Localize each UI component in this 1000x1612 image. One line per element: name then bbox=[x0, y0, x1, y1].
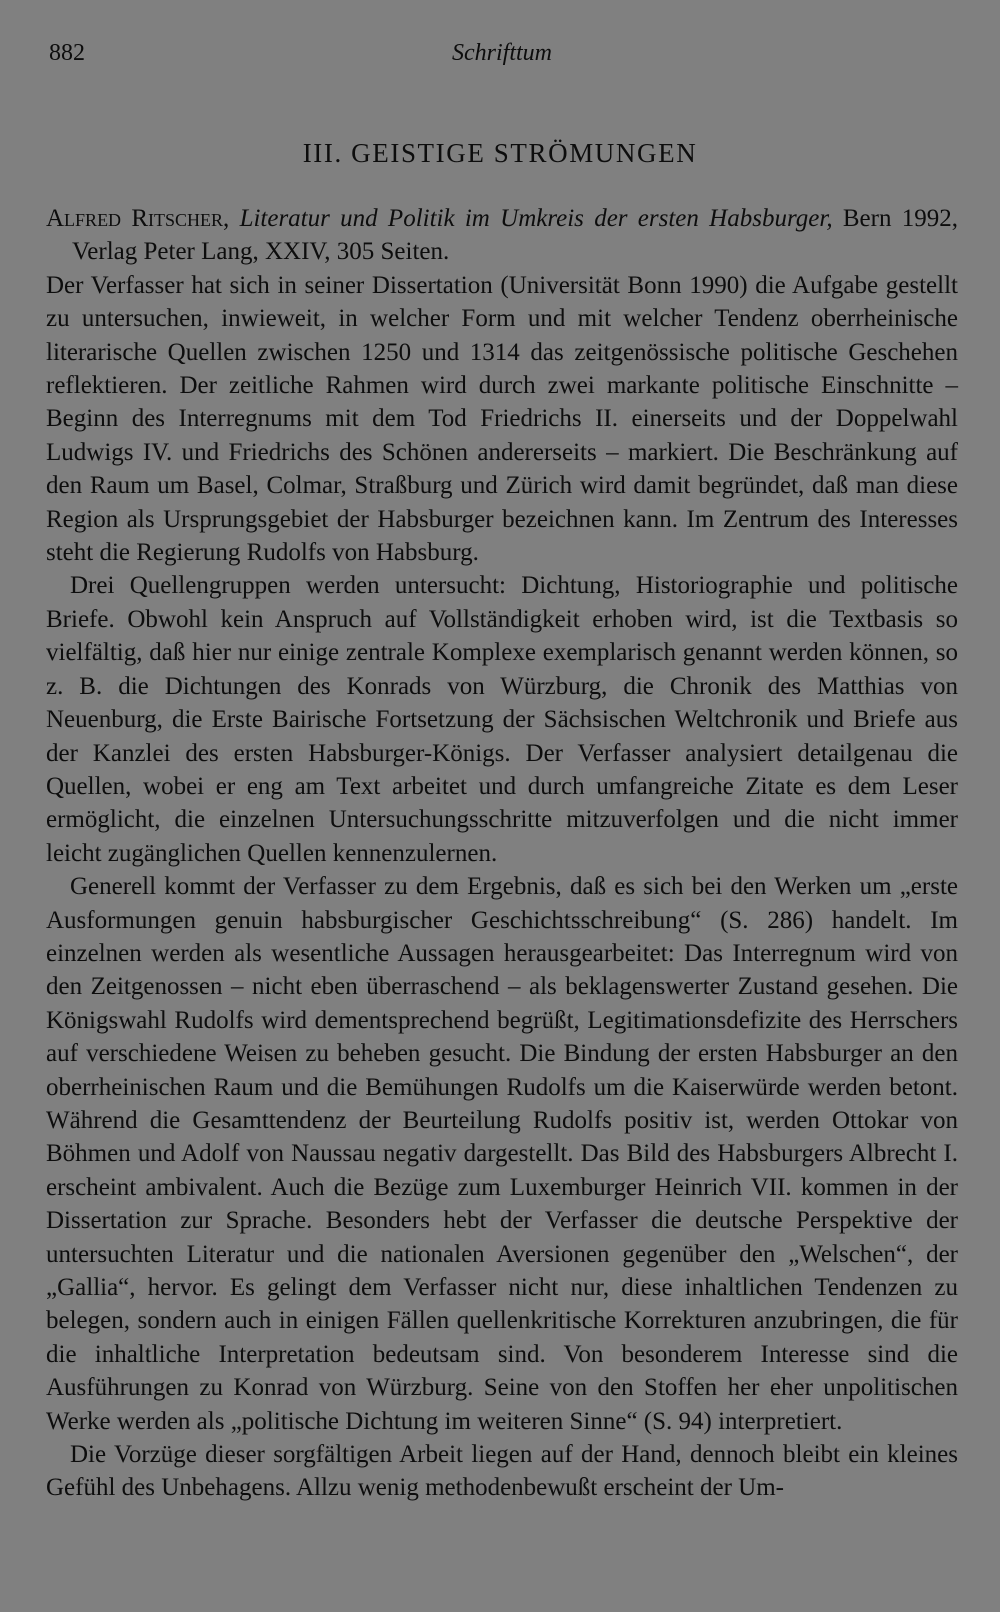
paragraph: Drei Quellengruppen werden untersucht: Dichtung, Historiographie und politische Briefe. Obwohl kein Anspruch auf Vollständigkeit erhoben wird, ist die Textbasis so vielfältig, daß hier nur einige zentrale Komplexe exemplarisch genannt werden können, so z. B. die Dichtungen des Konrads von Würzburg, die Chronik des Matthias von Neuenburg, die Erste Bairische Fortsetzung der Sächsischen Weltchronik und Briefe aus der Kanzlei des ersten Habsburger-Königs. Der Verfasser analysiert detailgenau die Quellen, wobei er eng am Text arbeitet und durch umfangreiche Zitate es dem Leser ermöglicht, die einzelnen Untersuchungsschritte mitzuverfolgen und die nicht immer leicht zugänglichen Quellen kennenzulernen. bbox=[46, 572, 958, 867]
paragraph: Generell kommt der Verfasser zu dem Ergebnis, daß es sich bei den Werken um „erste Ausformungen genuin habsburgischer Geschichtsschreibung“ (S. 286) handelt. Im einzelnen werden als wesentliche Aussagen herausgearbeitet: Das Interregnum wird von den Zeitgenossen – nicht eben überraschend – als beklagenswerter Zustand gesehen. Die Königswahl Rudolfs wird dementsprechend begrüßt, Legitimationsdefizite des Herrschers auf verschiedene Weisen zu beheben gesucht. Die Bindung der ersten Habsburger an den oberrheinischen Raum und die Bemühungen Rudolfs um die Kaiserwürde werden betont. Während die Gesamttendenz der Beurteilung Rudolfs positiv ist, werden Ottokar von Böhmen und Adolf von Naussau negativ dargestellt. Das Bild des Habsburgers Albrecht I. erscheint ambivalent. Auch die Bezüge zum Luxemburger Heinrich VII. kommen in der Dissertation zur Sprache. Besonders hebt der Verfasser die deutsche Perspektive der untersuchten Literatur und die nationalen Aversionen gegenüber den „Welschen“, der „Gallia“, hervor. Es gelingt dem Verfasser nicht nur, diese inhaltlichen Tendenzen zu belegen, sondern auch in einigen Fällen quellenkritische Korrekturen anzubringen, die für die inhaltliche Interpretation bedeutsam sind. Von besonderem Interesse sind die Ausführungen zu Konrad von Würzburg. Seine von den Stoffen her eher unpolitischen Werke werden als „politische Dichtung im weiteren Sinne“ (S. 94) interpretiert. bbox=[46, 873, 958, 1435]
page-header bbox=[46, 40, 958, 74]
paragraph: Die Vorzüge dieser sorgfältigen Arbeit liegen auf der Hand, dennoch bleibt ein kleines Gefühl des Unbehagens. Allzu wenig methodenbewußt erscheint der Um- bbox=[46, 1441, 958, 1502]
paragraph: Der Verfasser hat sich in seiner Dissertation (Universität Bonn 1990) die Aufgabe gestellt zu untersuchen, inwieweit, in welcher Form und mit welcher Tendenz oberrheinische literarische Quellen zwischen 1250 und 1314 das zeitgenössische politische Geschehen reflektieren. Der zeitliche Rahmen wird durch zwei markante politische Einschnitte – Beginn des Interregnums mit dem Tod Friedrichs II. einerseits und der Doppelwahl Ludwigs IV. und Friedrichs des Schönen andererseits – markiert. Die Beschränkung auf den Raum um Basel, Colmar, Straßburg und Zürich wird damit begründet, daß man diese Region als Ursprungsgebiet der Habsburger bezeichnen kann. Im Zentrum des Interesses steht die Regierung Rudolfs von Habsburg. bbox=[46, 271, 958, 567]
section-title: III. GEISTIGE STRÖMUNGEN bbox=[302, 138, 698, 168]
page-number: 882 bbox=[49, 40, 85, 66]
review-work-title: Literatur und Politik im Umkreis der ersten Habsburger, bbox=[239, 205, 833, 232]
review-body bbox=[46, 202, 958, 1505]
review-publication: Bern 1992, Verlag Peter Lang, XXIV, 305 Seiten. bbox=[72, 205, 958, 266]
review-citation bbox=[46, 202, 958, 269]
review-author: Alfred Ritscher, bbox=[46, 205, 230, 232]
running-title: Schrifttum bbox=[452, 40, 552, 66]
